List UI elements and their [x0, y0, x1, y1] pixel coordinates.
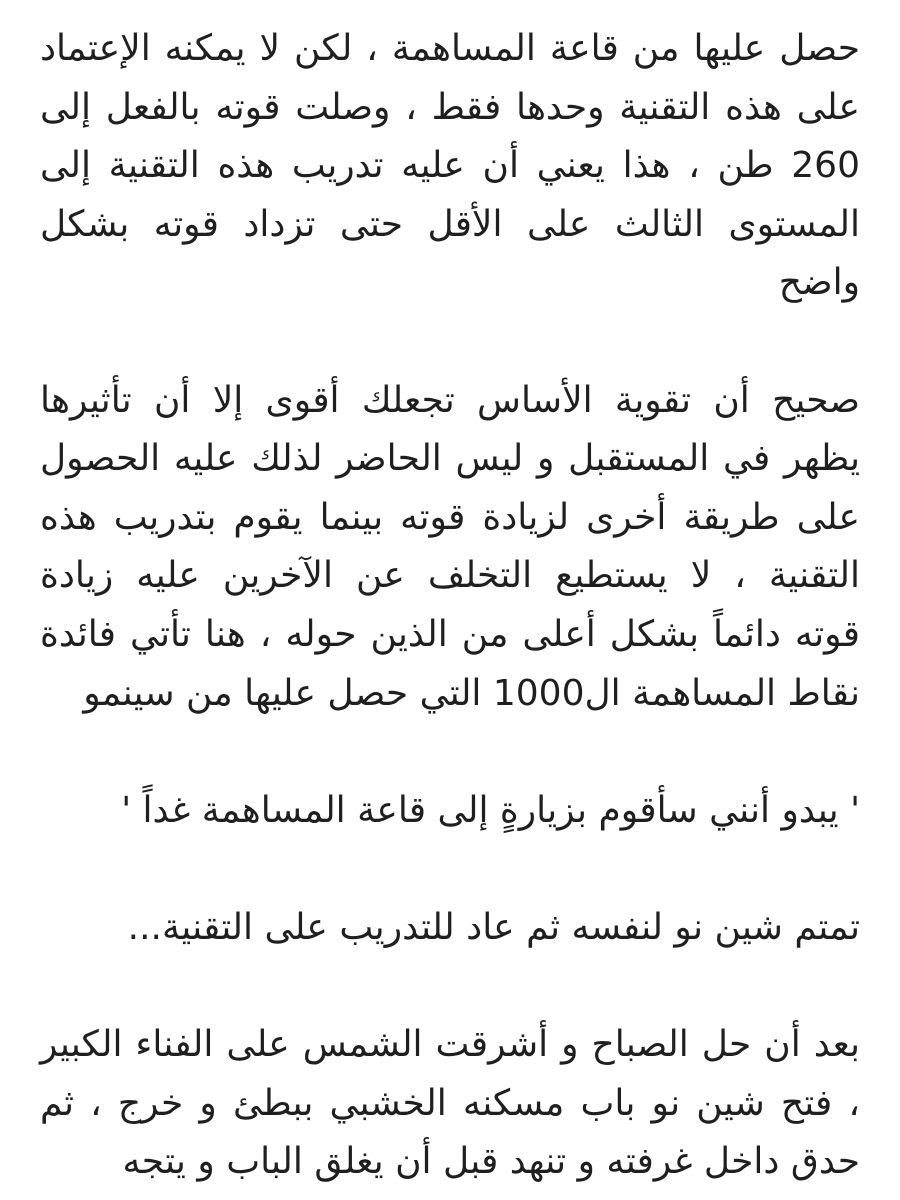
paragraph-gap: [40, 723, 860, 782]
text-line: المستوى الثالث على الأقل حتى تزداد قوته بشكل: [40, 203, 860, 245]
paragraph-4: [40, 899, 860, 958]
paragraph-5: [40, 1016, 860, 1192]
paragraph-1: [40, 20, 860, 313]
text-line: حدق داخل غرفته و تنهد قبل أن يغلق الباب و يتجه: [122, 1141, 860, 1183]
text-line: ، فتح شين نو باب مسكنه الخشبي ببطئ و خرج ، ثم: [40, 1082, 860, 1124]
text-line: تمتم شين نو لنفسه ثم عاد للتدريب على التقنية...: [127, 906, 860, 948]
text-line: يظهر في المستقبل و ليس الحاضر لذلك عليه الحصول: [40, 438, 860, 480]
paragraph-gap: [40, 958, 860, 1017]
text-line: نقاط المساهمة ال1000 التي حصل عليها من سينمو: [83, 672, 860, 714]
paragraph-2: [40, 372, 860, 724]
text-line: على هذه التقنية وحدها فقط ، وصلت قوته بالفعل إلى: [40, 86, 860, 128]
text-line: واضح: [778, 262, 860, 304]
text-line: 260 طن ، هذا يعني أن عليه تدريب هذه التقنية إلى: [40, 145, 860, 187]
text-line: على طريقة أخرى لزيادة قوته بينما يقوم بتدريب هذه: [40, 496, 860, 538]
text-line: التقنية ، لا يستطيع التخلف عن الآخرين عليه زيادة: [40, 555, 860, 597]
text-line: حصل عليها من قاعة المساهمة ، لكن لا يمكنه الإعتماد: [40, 28, 860, 69]
text-line: بعد أن حل الصباح و أشرقت الشمس على الفناء الكبير: [40, 1024, 860, 1066]
paragraph-gap: [40, 313, 860, 372]
text-line: قوته دائماً بشكل أعلى من الذين حوله ، هنا تأتي فائدة: [40, 613, 860, 655]
paragraph-gap: [40, 840, 860, 899]
text-line: ' يبدو أنني سأقوم بزيارةٍ إلى قاعة المساهمة غداً ': [121, 789, 860, 831]
text-line: صحيح أن تقوية الأساس تجعلك أقوى إلا أن تأثيرها: [40, 379, 860, 421]
paragraph-3: [40, 782, 860, 841]
